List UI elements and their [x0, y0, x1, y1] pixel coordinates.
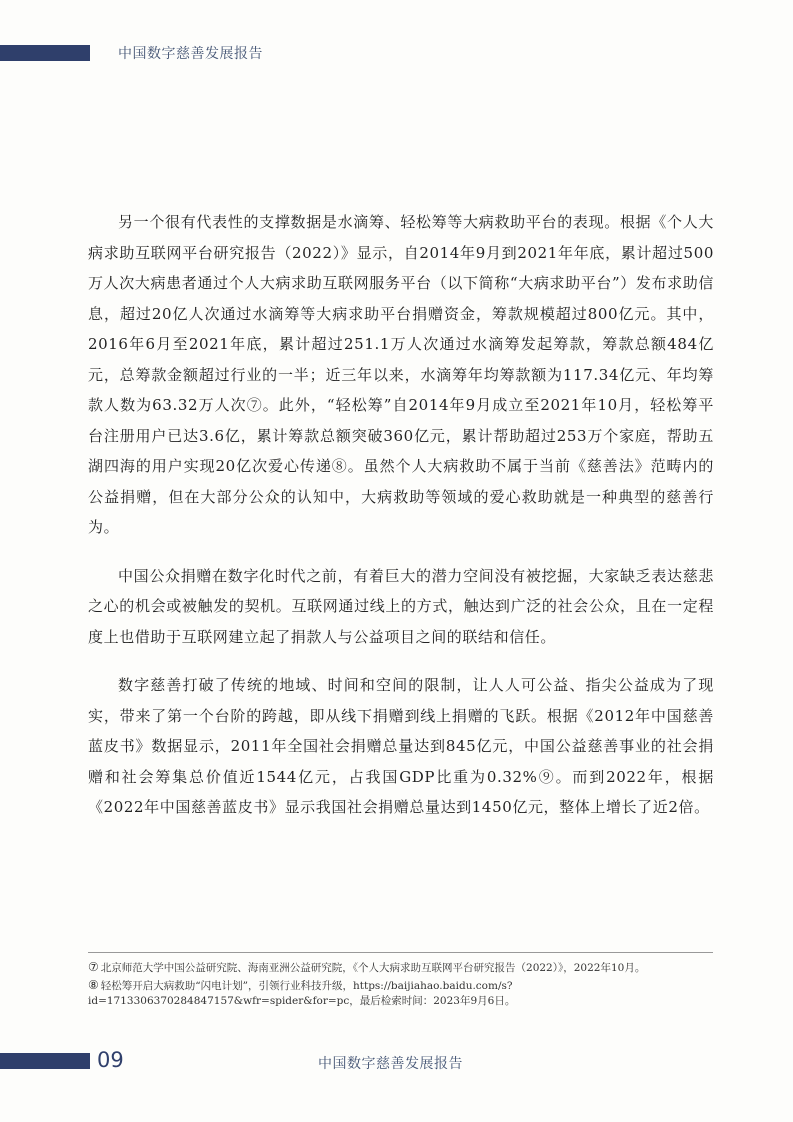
footnote-text: 轻松筹开启大病救助“闪电计划”，引领行业科技升级，https://baijiahao.baidu.com/s?id=1713306370284847157&wfr=spider&for=pc，最后检索时间：2023年9月6日。	[88, 980, 516, 1007]
footnotes	[88, 960, 713, 1011]
footnote-mark: ⑦	[88, 960, 99, 974]
paragraph: 中国公众捐赠在数字化时代之前，有着巨大的潜力空间没有被挖掘，大家缺乏表达慈悲之心的机会或被触发的契机。互联网通过线上的方式，触达到广泛的社会公众，且在一定程度上也借助于互联网建立起了捐款人与公益项目之间的联结和信任。	[88, 566, 714, 646]
paragraph: 另一个很有代表性的支撑数据是水滴筹、轻松筹等大病救助平台的表现。根据《个人大病求助互联网平台研究报告（2022）》显示，自2014年9月到2021年年底，累计超过500万人次大病患者通过个人大病求助互联网服务平台（以下简称“大病求助平台”）发布求助信息，超过20亿人次通过水滴筹等大病求助平台捐赠资金，筹款规模超过800亿元。其中，2016年6月至2021年底，累计超过251.1万人次通过水滴筹发起筹款，筹款总额484亿元，总筹款金额超过行业的一半；近三年以来，水滴筹年均筹款额为117.34亿元、年均筹款人数为63.32万人次⑦。此外，“轻松筹”自2014年9月成立至2021年10月，轻松筹平台注册用户已达3.6亿，累计筹款总额突破360亿元，累计帮助超过253万个家庭，帮助五湖四海的用户实现20亿次爱心传递⑧。虽然个人大病救助不属于当前《慈善法》范畴内的公益捐赠，但在大部分公众的认知中，大病救助等领域的爱心救助就是一种典型的慈善行为。	[88, 213, 714, 536]
running-header-title: 中国数字慈善发展报告	[118, 46, 263, 62]
footnote	[88, 960, 713, 976]
footnote-mark: ⑧	[88, 978, 99, 992]
page-number: 09	[97, 1048, 124, 1072]
header-accent-bar	[0, 45, 90, 61]
body-text	[88, 207, 714, 841]
running-footer-title: 中国数字慈善发展报告	[318, 1056, 463, 1072]
paragraph: 数字慈善打破了传统的地域、时间和空间的限制，让人人可公益、指尖公益成为了现实，带来了第一个台阶的跨越，即从线下捐赠到线上捐赠的飞跃。根据《2012年中国慈善蓝皮书》数据显示，2011年全国社会捐赠总量达到845亿元，中国公益慈善事业的社会捐赠和社会筹集总价值近1544亿元，占我国GDP比重为0.32%⑨。而到2022年，根据《2022年中国慈善蓝皮书》显示我国社会捐赠总量达到1450亿元，整体上增长了近2倍。	[88, 676, 714, 816]
footnote	[88, 978, 713, 1009]
footnote-text: 北京师范大学中国公益研究院、海南亚洲公益研究院，《个人大病求助互联网平台研究报告（2022）》，2022年10月。	[100, 962, 646, 974]
footer-accent-bar	[0, 1053, 90, 1069]
footnote-divider	[88, 952, 713, 953]
